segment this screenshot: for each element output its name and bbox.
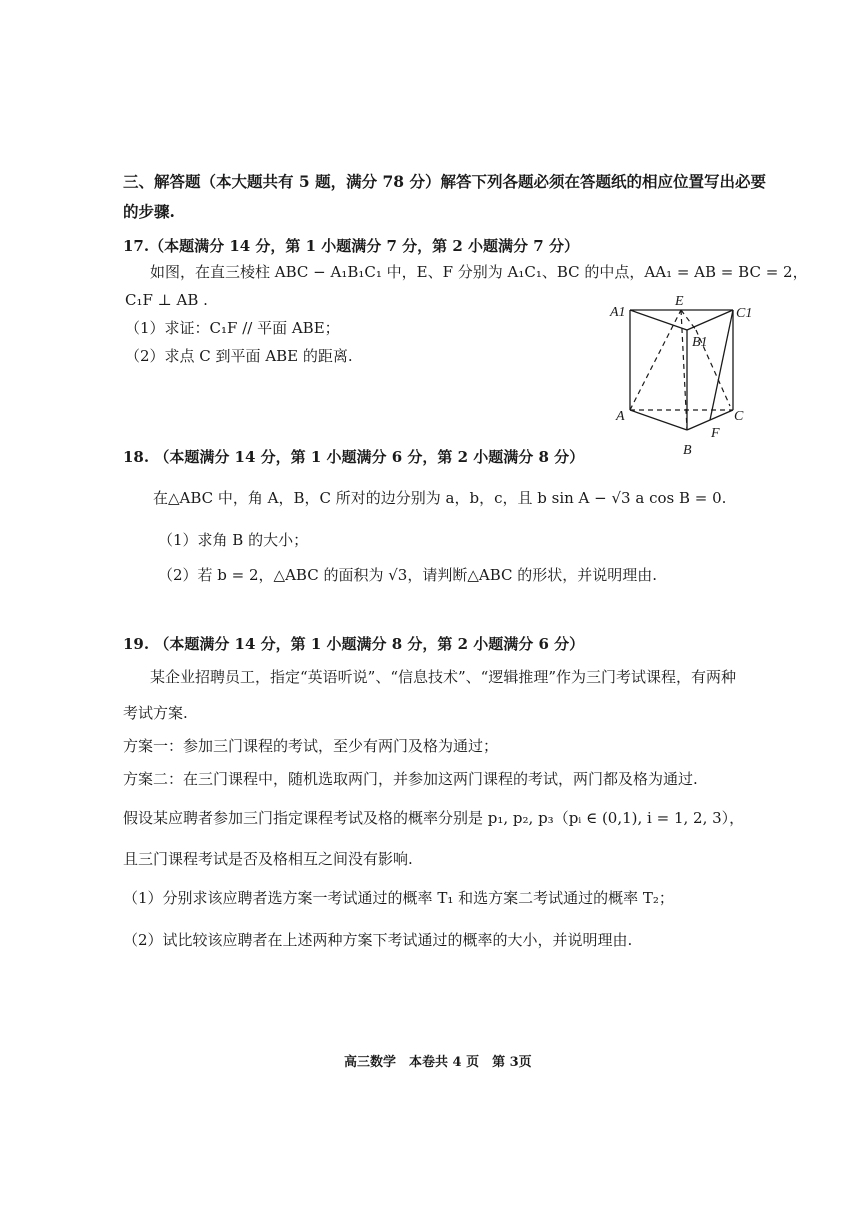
- q19-header: 19. （本题满分 14 分，第 1 小题满分 8 分，第 2 小题满分 6 分）: [123, 635, 585, 653]
- q17-part1: （1）求证：C₁F // 平面 ABE；: [125, 319, 340, 337]
- q19-assumption-line2: 且三门课程考试是否及格相互之间没有影响.: [123, 850, 413, 868]
- segment-c1f: [710, 310, 733, 420]
- q18-part1: （1）求角 B 的大小；: [158, 531, 309, 549]
- label-c: C: [734, 409, 744, 424]
- page-footer: 高三数学 本卷共 4 页 第 3页: [344, 1055, 532, 1070]
- section-heading-line1: 三、解答题（本大题共有 5 题，满分 78 分）解答下列各题必须在答题纸的相应位置写出必要: [123, 172, 766, 191]
- q18-header: 18. （本题满分 14 分，第 1 小题满分 6 分，第 2 小题满分 8 分）: [123, 448, 585, 466]
- q18-part2: （2）若 b = 2，△ABC 的面积为 √3，请判断△ABC 的形状，并说明理由.: [158, 566, 658, 584]
- segment-eb-hidden: [681, 310, 687, 430]
- q19-part2: （2）试比较该应聘者在上述两种方案下考试通过的概率的大小，并说明理由.: [123, 931, 633, 949]
- q18-stem: 在△ABC 中，角 A，B，C 所对的边分别为 a，b，c，且 b sin A − √3 a cos B = 0.: [153, 489, 727, 507]
- q17-part2: （2）求点 C 到平面 ABE 的距离.: [125, 347, 353, 365]
- edge-a1b1: [630, 310, 687, 330]
- label-b1: B1: [692, 335, 708, 350]
- label-c1: C1: [736, 306, 753, 321]
- label-a: A: [616, 409, 625, 424]
- section-heading-line2: 的步骤.: [123, 202, 175, 221]
- prism-figure: [600, 290, 765, 460]
- segment-e-b1-hidden: [681, 310, 696, 330]
- q19-stem-line1: 某企业招聘员工，指定“英语听说”、“信息技术”、“逻辑推理”作为三门考试课程，有两种: [150, 668, 737, 686]
- label-b: B: [683, 443, 692, 458]
- q17-stem-line2: C₁F ⊥ AB .: [125, 291, 208, 309]
- q19-plan1: 方案一：参加三门课程的考试，至少有两门及格为通过；: [123, 737, 499, 755]
- edge-ab: [630, 410, 687, 430]
- q19-part1: （1）分别求该应聘者选方案一考试通过的概率 T₁ 和选方案二考试通过的概率 T₂；: [123, 889, 674, 907]
- label-f: F: [711, 426, 720, 441]
- q19-plan2: 方案二：在三门课程中，随机选取两门，并参加这两门课程的考试，两门都及格为通过.: [123, 770, 698, 788]
- label-a1: A1: [610, 305, 626, 320]
- q17-stem-line1: 如图，在直三棱柱 ABC − A₁B₁C₁ 中，E、F 分别为 A₁C₁、BC 的中点，AA₁ = AB = BC = 2，: [150, 263, 808, 281]
- q17-header: 17.（本题满分 14 分，第 1 小题满分 7 分，第 2 小题满分 7 分）: [123, 237, 579, 255]
- label-e: E: [675, 294, 684, 309]
- q19-assumption-line1: 假设某应聘者参加三门指定课程考试及格的概率分别是 p₁, p₂, p₃（pᵢ ∈ (0,1), i = 1, 2, 3），: [123, 809, 745, 827]
- q19-stem-line2: 考试方案.: [123, 704, 188, 722]
